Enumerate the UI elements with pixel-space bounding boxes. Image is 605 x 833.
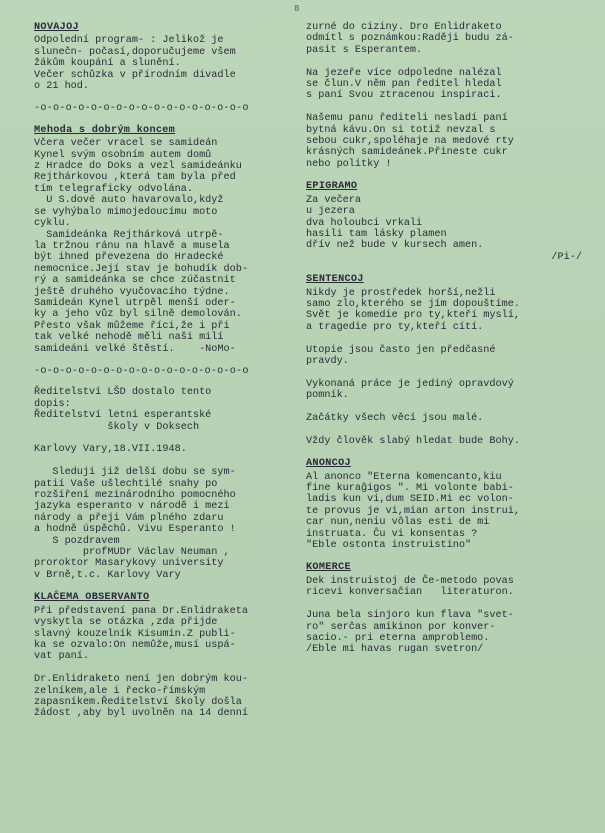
divider: -o-o-o-o-o-o-o-o-o-o-o-o-o-o-o-o-o	[34, 365, 249, 377]
text-line: nemocnice.Její stav je bohudík dob-	[34, 263, 248, 275]
text-line	[306, 333, 588, 344]
text-line: z Hradce do Doks a vezl samideánku	[34, 161, 242, 173]
text-line: Na jezeře více odpoledne nalézal	[306, 67, 502, 79]
poem-body	[306, 195, 588, 252]
text-line: Začátky všech věcí jsou malé.	[306, 413, 484, 424]
text-line: ka se ozvalo:On nemůže,musí uspá-	[34, 639, 236, 651]
text-line: Ředitelství LŠD dostalo tento	[34, 387, 212, 399]
text-line: samideáni velké štěstí. -NoMo-	[34, 343, 236, 355]
section-body	[306, 22, 588, 170]
text-line: u jezera	[306, 206, 355, 218]
text-line: Odpolední program- : Jelikož je	[34, 35, 224, 47]
text-line	[34, 663, 304, 674]
text-line	[306, 56, 588, 67]
section-body	[306, 576, 588, 656]
text-line: Za večera	[306, 194, 362, 206]
text-line: sebou cukr,spoléhaje na medové rty	[306, 136, 514, 148]
text-line: U S.dové auto havarovalo,když	[34, 195, 224, 207]
text-line: instruata. Ĉu vi konsentas ?	[306, 528, 478, 540]
text-line: krásných samideánek.Přineste cukr	[306, 147, 508, 159]
text-line: Rejthárkovou ,která tam byla před	[34, 172, 236, 184]
text-line: zapasníkem.Ředitelství školy došla	[34, 696, 242, 708]
letter-body	[34, 387, 304, 581]
text-line: žádost ,aby byl uvolněn na 14 denní	[34, 708, 248, 720]
text-line: Při představení pana Dr.Enlidraketa	[34, 605, 248, 617]
text-line	[34, 433, 304, 444]
text-line: zurné do ciziny. Dro Enlidraketo	[306, 22, 502, 33]
section-komerce	[306, 562, 588, 655]
text-line	[306, 424, 588, 435]
section-heading: NOVAJOJ	[34, 22, 79, 33]
text-line: dva holoubci vrkali	[306, 217, 423, 229]
text-line: a hodně úspěchů. Vivu Esperanto !	[34, 524, 236, 536]
text-line: Večer schůzka v přírodním divadle	[34, 69, 236, 81]
section-klacema-observanto	[34, 592, 304, 719]
text-line: vat paní.	[34, 651, 90, 663]
text-line	[306, 402, 588, 413]
text-line: národy a přeji Vám plného zdaru	[34, 512, 224, 524]
text-line: rozšíření mezinárodního pomocného	[34, 490, 236, 502]
text-line: slavný kouzelník Kisumin.Z publi-	[34, 628, 236, 640]
text-line: te provus je vi,mian arton instrui,	[306, 505, 520, 517]
text-line: car nun,neniu vôlas esti de mi	[306, 517, 490, 529]
divider: -o-o-o-o-o-o-o-o-o-o-o-o-o-o-o-o-o	[34, 103, 249, 115]
text-line: Dek instruistoj de Ĉe-metodo povas	[306, 575, 514, 587]
text-line: samo zlo,kterého se jím dopouštíme.	[306, 298, 520, 310]
section-heading: ANONCOJ	[306, 458, 351, 470]
text-line: Dr.Enlidraketo není jen dobrým kou-	[34, 674, 248, 686]
text-line: ro" serĉas amikinon por konver-	[306, 621, 496, 633]
text-line: Našemu panu řediteli nesladí paní	[306, 113, 508, 125]
text-line: "Eble ostonta instruistino"	[306, 540, 472, 552]
text-line: dopis:	[34, 398, 71, 410]
section-heading: EPIGRAMO	[306, 181, 358, 193]
section-body	[306, 472, 588, 552]
text-line: tím telegraficky odvolána.	[34, 183, 193, 195]
section-body	[306, 288, 588, 448]
text-line: Utopie jsou často jen předčasné	[306, 344, 496, 356]
text-line	[306, 599, 588, 610]
section-anoncoj	[306, 458, 588, 551]
left-column	[34, 22, 304, 731]
text-line: profMUDr Václav Neuman ,	[34, 547, 230, 559]
section-body	[34, 606, 304, 720]
section-heading: Mehoda s dobrým koncem	[34, 124, 176, 136]
text-line: se vyhýbalo mimojedoucímu moto	[34, 206, 218, 218]
text-line: nebo politky !	[306, 158, 392, 170]
text-line: tak velké nehodě měli naši milí	[34, 332, 224, 344]
text-line: Svět je komedie pro ty,kteří myslí,	[306, 310, 520, 322]
text-line	[34, 456, 304, 467]
section-mehoda	[34, 125, 304, 355]
text-line: Vykonaná práce je jediný opravdový	[306, 378, 514, 390]
text-line: žákům koupání a slunění.	[34, 58, 181, 70]
text-line: rý a samideánka se chce zúčastnit	[34, 275, 236, 287]
text-line: být ihned převezena do Hradecké	[34, 252, 224, 264]
section-novajoj	[34, 22, 304, 92]
text-line: S pozdravem	[34, 535, 120, 547]
text-line: Juna bela sinjoro kun flava "svet-	[306, 610, 514, 622]
poem-signature: /Pi-/	[551, 251, 582, 263]
text-line: vyskytla se otázka ,zda přijde	[34, 617, 218, 629]
section-sentencoj	[306, 274, 588, 447]
text-line: jazyka esperanto v národě i mezi	[34, 501, 230, 513]
text-line: s paní Svou ztracenou inspiraci.	[306, 90, 502, 102]
section-heading: KLAĈEMA OBSERVANTO	[34, 592, 150, 604]
text-line: v Brně,t.c. Karlovy Vary	[34, 569, 181, 581]
text-line: o 21 hod.	[34, 81, 90, 93]
text-line: zelníkem,ale i řecko-římským	[34, 685, 206, 697]
text-line: Přesto však můžeme říci,že i při	[34, 320, 230, 332]
text-line: Nikdy je prostředek horší,nežli	[306, 287, 496, 299]
text-line	[306, 367, 588, 378]
section-body	[34, 35, 304, 92]
text-line: la tržnou ránu na hlavě a musela	[34, 240, 230, 252]
right-column	[306, 22, 588, 667]
text-line: fine kuraĝigos ". Mi volonte babi-	[306, 483, 514, 495]
text-line: pomník.	[306, 390, 349, 402]
text-line: Včera večer vracel se samideán	[34, 138, 218, 150]
text-line: dřív než bude v kursech amen.	[306, 240, 484, 252]
text-line: Karlovy Vary,18.VII.1948.	[34, 444, 187, 456]
text-line: Ředitelství letní esperantské	[34, 410, 212, 422]
text-line: Kynel svým osobním autem domů	[34, 149, 212, 161]
text-line: odmítl s poznámkou:Raději budu zá-	[306, 33, 514, 45]
text-line: pasit s Esperantem.	[306, 44, 423, 56]
section-heading: KOMERCE	[306, 562, 351, 574]
text-line: hasili tam lásky plamen	[306, 228, 447, 240]
page-number-mark: 8	[294, 4, 300, 14]
text-line: Samideánka Rejthárková utrpě-	[34, 229, 224, 241]
text-line: ještě druhého vyučovacího týdne.	[34, 286, 230, 298]
text-line: patií Vaše ušlechtilé snahy po	[34, 478, 218, 490]
text-line: pravdy.	[306, 355, 349, 367]
text-line: /Eble mi havas rugan svetron/	[306, 644, 484, 656]
text-line: se člun.V něm pan ředitel hledal	[306, 79, 502, 91]
text-line: slunečn- počasí,doporučujeme všem	[34, 46, 236, 58]
text-line: Al anonco "Eterna komencanto,kiu	[306, 471, 502, 483]
text-line: sacio.- pri eterna amproblemo.	[306, 632, 490, 644]
text-line: školy v Doksech	[34, 421, 200, 433]
text-line: proroktor Masarykovy university	[34, 558, 224, 570]
text-line: cyklu.	[34, 218, 71, 230]
text-line: ladis kun vi,dum SEID.Mi ec volon-	[306, 494, 514, 506]
text-line: Sleduji již delší dobu se sym-	[34, 467, 236, 479]
text-line: Samideán Kynel utrpěl menší oder-	[34, 297, 236, 309]
text-line	[306, 102, 588, 113]
text-line: ky a jeho vůz byl silně demolován.	[34, 309, 242, 321]
text-line: ricevi konversaĉian literaturon.	[306, 587, 514, 599]
text-line: bytná kávu.On si totiž nevzal s	[306, 124, 496, 136]
section-epigramo	[306, 181, 588, 263]
text-line: Vždy člověk slabý hledat bude Bohy.	[306, 435, 520, 447]
section-letter	[34, 387, 304, 581]
section-continuation	[306, 22, 588, 170]
text-line: a tragedie pro ty,kteří cítí.	[306, 321, 484, 333]
section-heading: SENTENCOJ	[306, 274, 364, 286]
section-body	[34, 138, 304, 355]
